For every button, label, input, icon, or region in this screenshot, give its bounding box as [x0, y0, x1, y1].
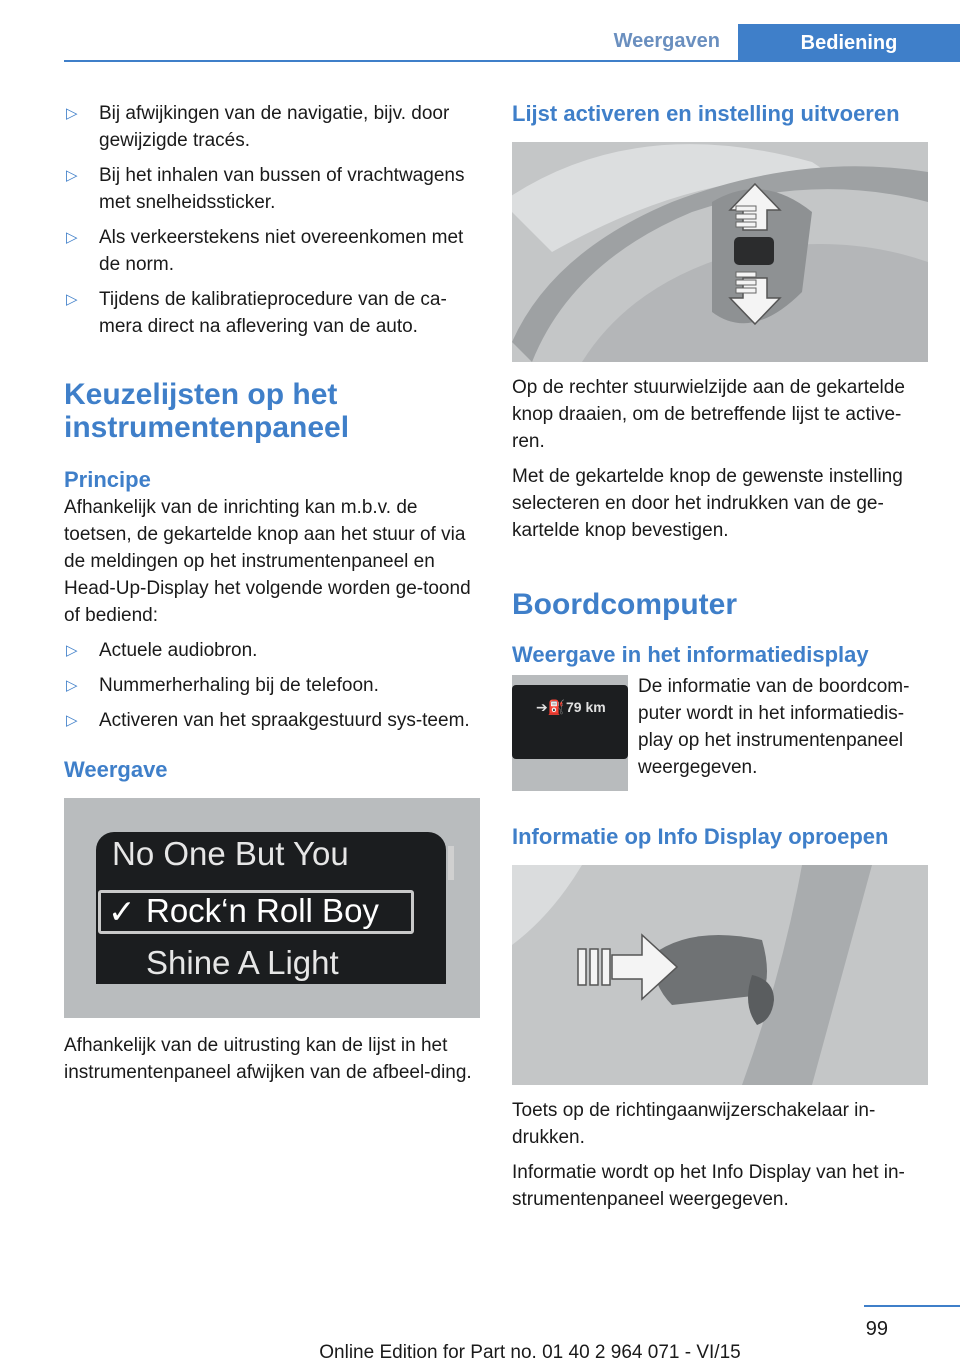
turn-signal-illustration — [512, 865, 928, 1085]
triangle-right-icon: ▷ — [66, 291, 78, 308]
turn-signal-figure — [512, 865, 928, 1085]
header-section: Weergaven — [613, 30, 720, 52]
triangle-right-icon: ▷ — [66, 642, 78, 659]
page-number: 99 — [865, 1318, 888, 1340]
principe-heading: Principe — [64, 467, 151, 492]
triangle-right-icon: ▷ — [66, 712, 78, 729]
lijst-paragraph-2: Met de gekartelde knop de gewenste instelling selecteren en door het indrukken van de ge‐kartelde knop bevestigen. — [512, 466, 903, 541]
bullet-list-top — [64, 100, 480, 340]
fuel-pump-icon: ➔⛽ — [536, 699, 566, 715]
weergave-info-paragraph: De informatie van de boordcom‐puter wordt in het informatiedis‐play op het instrumentenpaneel weergegeven. — [638, 676, 910, 778]
left-column — [64, 100, 480, 1086]
boordcomputer-title: Boordcomputer — [512, 588, 737, 621]
display-caption: Afhankelijk van de uitrusting kan de lijst in het instrumentenpaneel afwijken van de afbeel‐ding. — [64, 1035, 472, 1083]
info-display-block — [512, 675, 928, 793]
weergave-heading: Weergave — [64, 757, 168, 782]
list-item: ▷ Als verkeerstekens niet overeenkomen met de norm. — [64, 224, 480, 278]
page-header — [64, 24, 960, 62]
footer-divider — [864, 1305, 960, 1307]
range-value: 79 km — [566, 699, 606, 715]
list-item: ▷ Activeren van het spraakgestuurd sys‐teem. — [64, 707, 480, 734]
triangle-right-icon: ▷ — [66, 677, 78, 694]
display-list-item-selected: Rock‘n Roll Boy — [146, 892, 379, 929]
lijst-paragraph-1: Op de rechter stuurwielzijde aan de gekartelde knop draaien, om de betreffende lijst te active‐ren. — [512, 377, 905, 452]
list-item: ▷ Actuele audiobron. — [64, 637, 480, 664]
steering-wheel-figure — [512, 142, 928, 362]
scrollbar-indicator — [448, 846, 454, 880]
list-item: ▷ Bij het inhalen van bussen of vrachtwagens met snelheidssticker. — [64, 162, 480, 216]
bullet-list-mid — [64, 637, 480, 734]
principe-paragraph: Afhankelijk van de inrichting kan m.b.v. de toetsen, de gekartelde knop aan het stuur of via de meldingen op het instrumentenpaneel en Head-Up-Display het volgende worden ge‐toond of bediend: — [64, 497, 471, 626]
list-item: ▷ Nummerherhaling bij de telefoon. — [64, 672, 480, 699]
lijst-heading: Lijst activeren en instelling uitvoeren — [512, 101, 900, 126]
triangle-right-icon: ▷ — [66, 167, 78, 184]
check-icon: ✓ — [108, 893, 136, 930]
display-list-item: Shine A Light — [146, 944, 339, 981]
weergave-info-heading: Weergave in het informatiedisplay — [512, 642, 869, 667]
list-item: ▷ Bij afwijkingen van de navigatie, bijv. door gewijzigde tracés. — [64, 100, 480, 154]
steering-wheel-illustration — [512, 142, 928, 362]
triangle-right-icon: ▷ — [66, 229, 78, 246]
edition-footer: Online Edition for Part no. 01 40 2 964 071 - VI/15 — [319, 1342, 741, 1362]
header-chapter-tab: Bediening — [738, 24, 960, 62]
triangle-right-icon: ▷ — [66, 105, 78, 122]
oproepen-paragraph-2: Informatie wordt op het Info Display van het in‐strumentenpaneel weergegeven. — [512, 1162, 905, 1210]
right-column — [512, 100, 928, 1213]
section-title: Keuzelijsten op het instrumentenpaneel — [64, 378, 350, 444]
oproepen-paragraph-1: Toets op de richtingaanwijzerschakelaar in‐drukken. — [512, 1100, 876, 1148]
info-display-screen — [512, 685, 628, 759]
info-display-figure — [512, 675, 628, 791]
display-list-figure — [64, 798, 480, 1018]
display-list-item: No One But You — [112, 835, 349, 872]
oproepen-heading: Informatie op Info Display oproepen — [512, 824, 889, 849]
list-item: ▷ Tijdens de kalibratieprocedure van de ca‐mera direct na aflevering van de auto. — [64, 286, 480, 340]
